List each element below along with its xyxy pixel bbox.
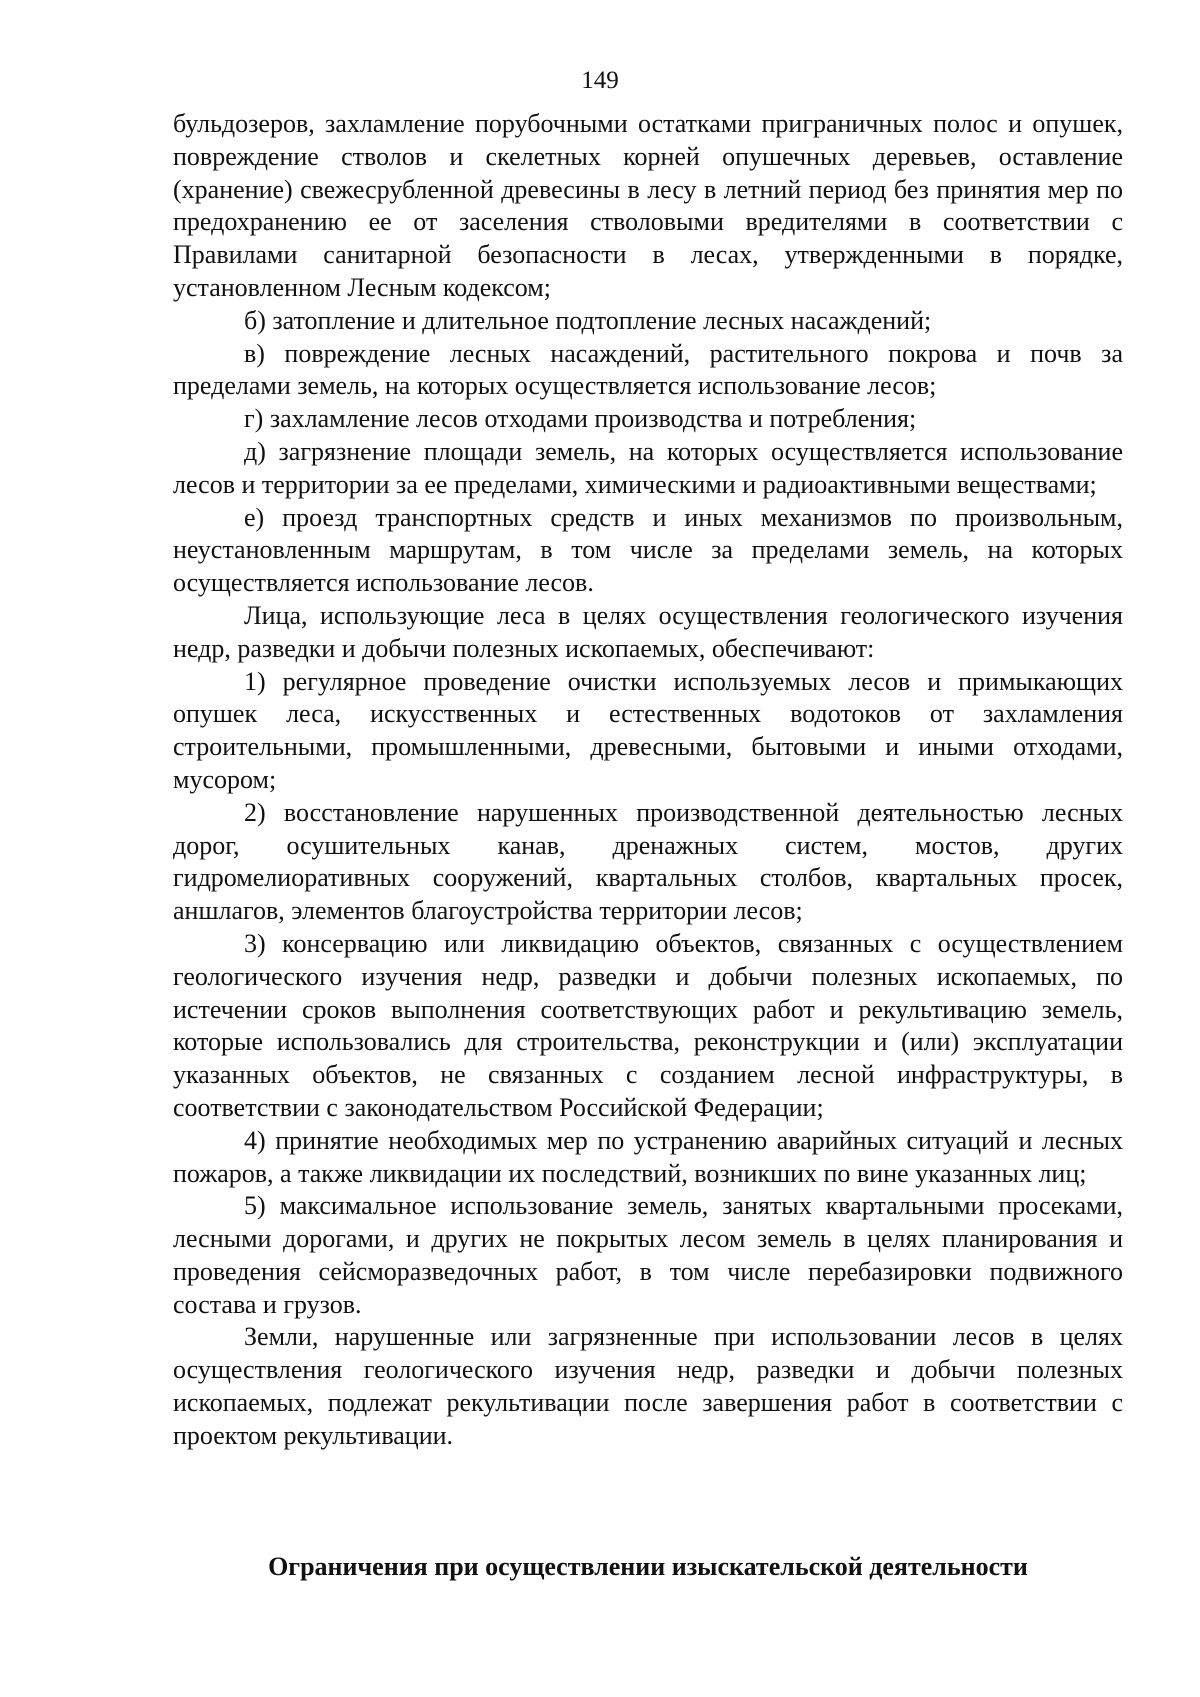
list-item-d: д) загрязнение площади земель, на которых осуществляется использование лесов и территории за ее пределами, химическими и радиоактивными веществами;	[173, 436, 1123, 499]
list-item-v: в) повреждение лесных насаждений, растительного покрова и почв за пределами земель, на которых осуществляется использование лесов;	[173, 338, 1123, 401]
list-item-2: 2) восстановление нарушенных производственной деятельностью лесных дорог, осушительных канав, дренажных систем, мостов, других гидромелиоративных сооружений, квартальных столбов, квартальных просек, аншлагов, элементов благоустройства территории лесов;	[173, 797, 1123, 926]
list-item-5: 5) максимальное использование земель, занятых квартальными просеками, лесными дорогами, и других не покрытых лесом земель в целях планирования и проведения сейсморазведочных работ, в том числе перебазировки подвижного состава и грузов.	[173, 1191, 1123, 1319]
paragraph: Земли, нарушенные или загрязненные при использовании лесов в целях осуществления геологического изучения недр, разведки и добычи полезных ископаемых, подлежат рекультивации после завершения работ в соответствии с проектом рекультивации.	[173, 1322, 1123, 1450]
list-item-1: 1) регулярное проведение очистки используемых лесов и примыкающих опушек леса, искусственных и естественных водотоков от захламления строительными, промышленными, древесными, бытовыми и иными отходами, мусором;	[173, 666, 1123, 794]
list-item-4: 4) принятие необходимых мер по устранению аварийных ситуаций и лесных пожаров, а также ликвидации их последствий, возникших по вине указанных лиц;	[173, 1125, 1123, 1188]
list-item-3: 3) консервацию или ликвидацию объектов, связанных с осуществлением геологического изучения недр, разведки и добычи полезных ископаемых, по истечении сроков выполнения соответствующих работ и рекультивацию земель, которые использовались для строительства, реконструкции и (или) эксплуатации указанных объектов, не связанных с созданием лесной инфраструктуры, в соответствии с законодательством Российской Федерации;	[173, 928, 1123, 1122]
list-item-b: б) затопление и длительное подтопление лесных насаждений;	[244, 305, 932, 335]
paragraph: Лица, использующие леса в целях осуществления геологического изучения недр, разведки и добычи полезных ископаемых, обеспечивают:	[173, 600, 1123, 663]
body-text	[173, 108, 1123, 1453]
list-item-g: г) захламление лесов отходами производства и потребления;	[244, 404, 917, 434]
list-item-e: е) проезд транспортных средств и иных механизмов по произвольным, неустановленным маршрутам, в том числе за пределами земель, на которых осуществляется использование лесов.	[173, 502, 1123, 598]
paragraph: бульдозеров, захламление порубочными остатками приграничных полос и опушек, повреждение стволов и скелетных корней опушечных деревьев, оставление (хранение) свежесрубленной древесины в лесу в летний период без принятия мер по предохранению ее от заселения стволовыми вредителями в соответствии с Правилами санитарной безопасности в лесах, утвержденными в порядке, установленном Лесным кодексом;	[173, 109, 1123, 302]
section-heading: Ограничения при осуществлении изыскательской деятельности	[268, 1552, 1028, 1581]
page-number: 149	[581, 67, 619, 94]
